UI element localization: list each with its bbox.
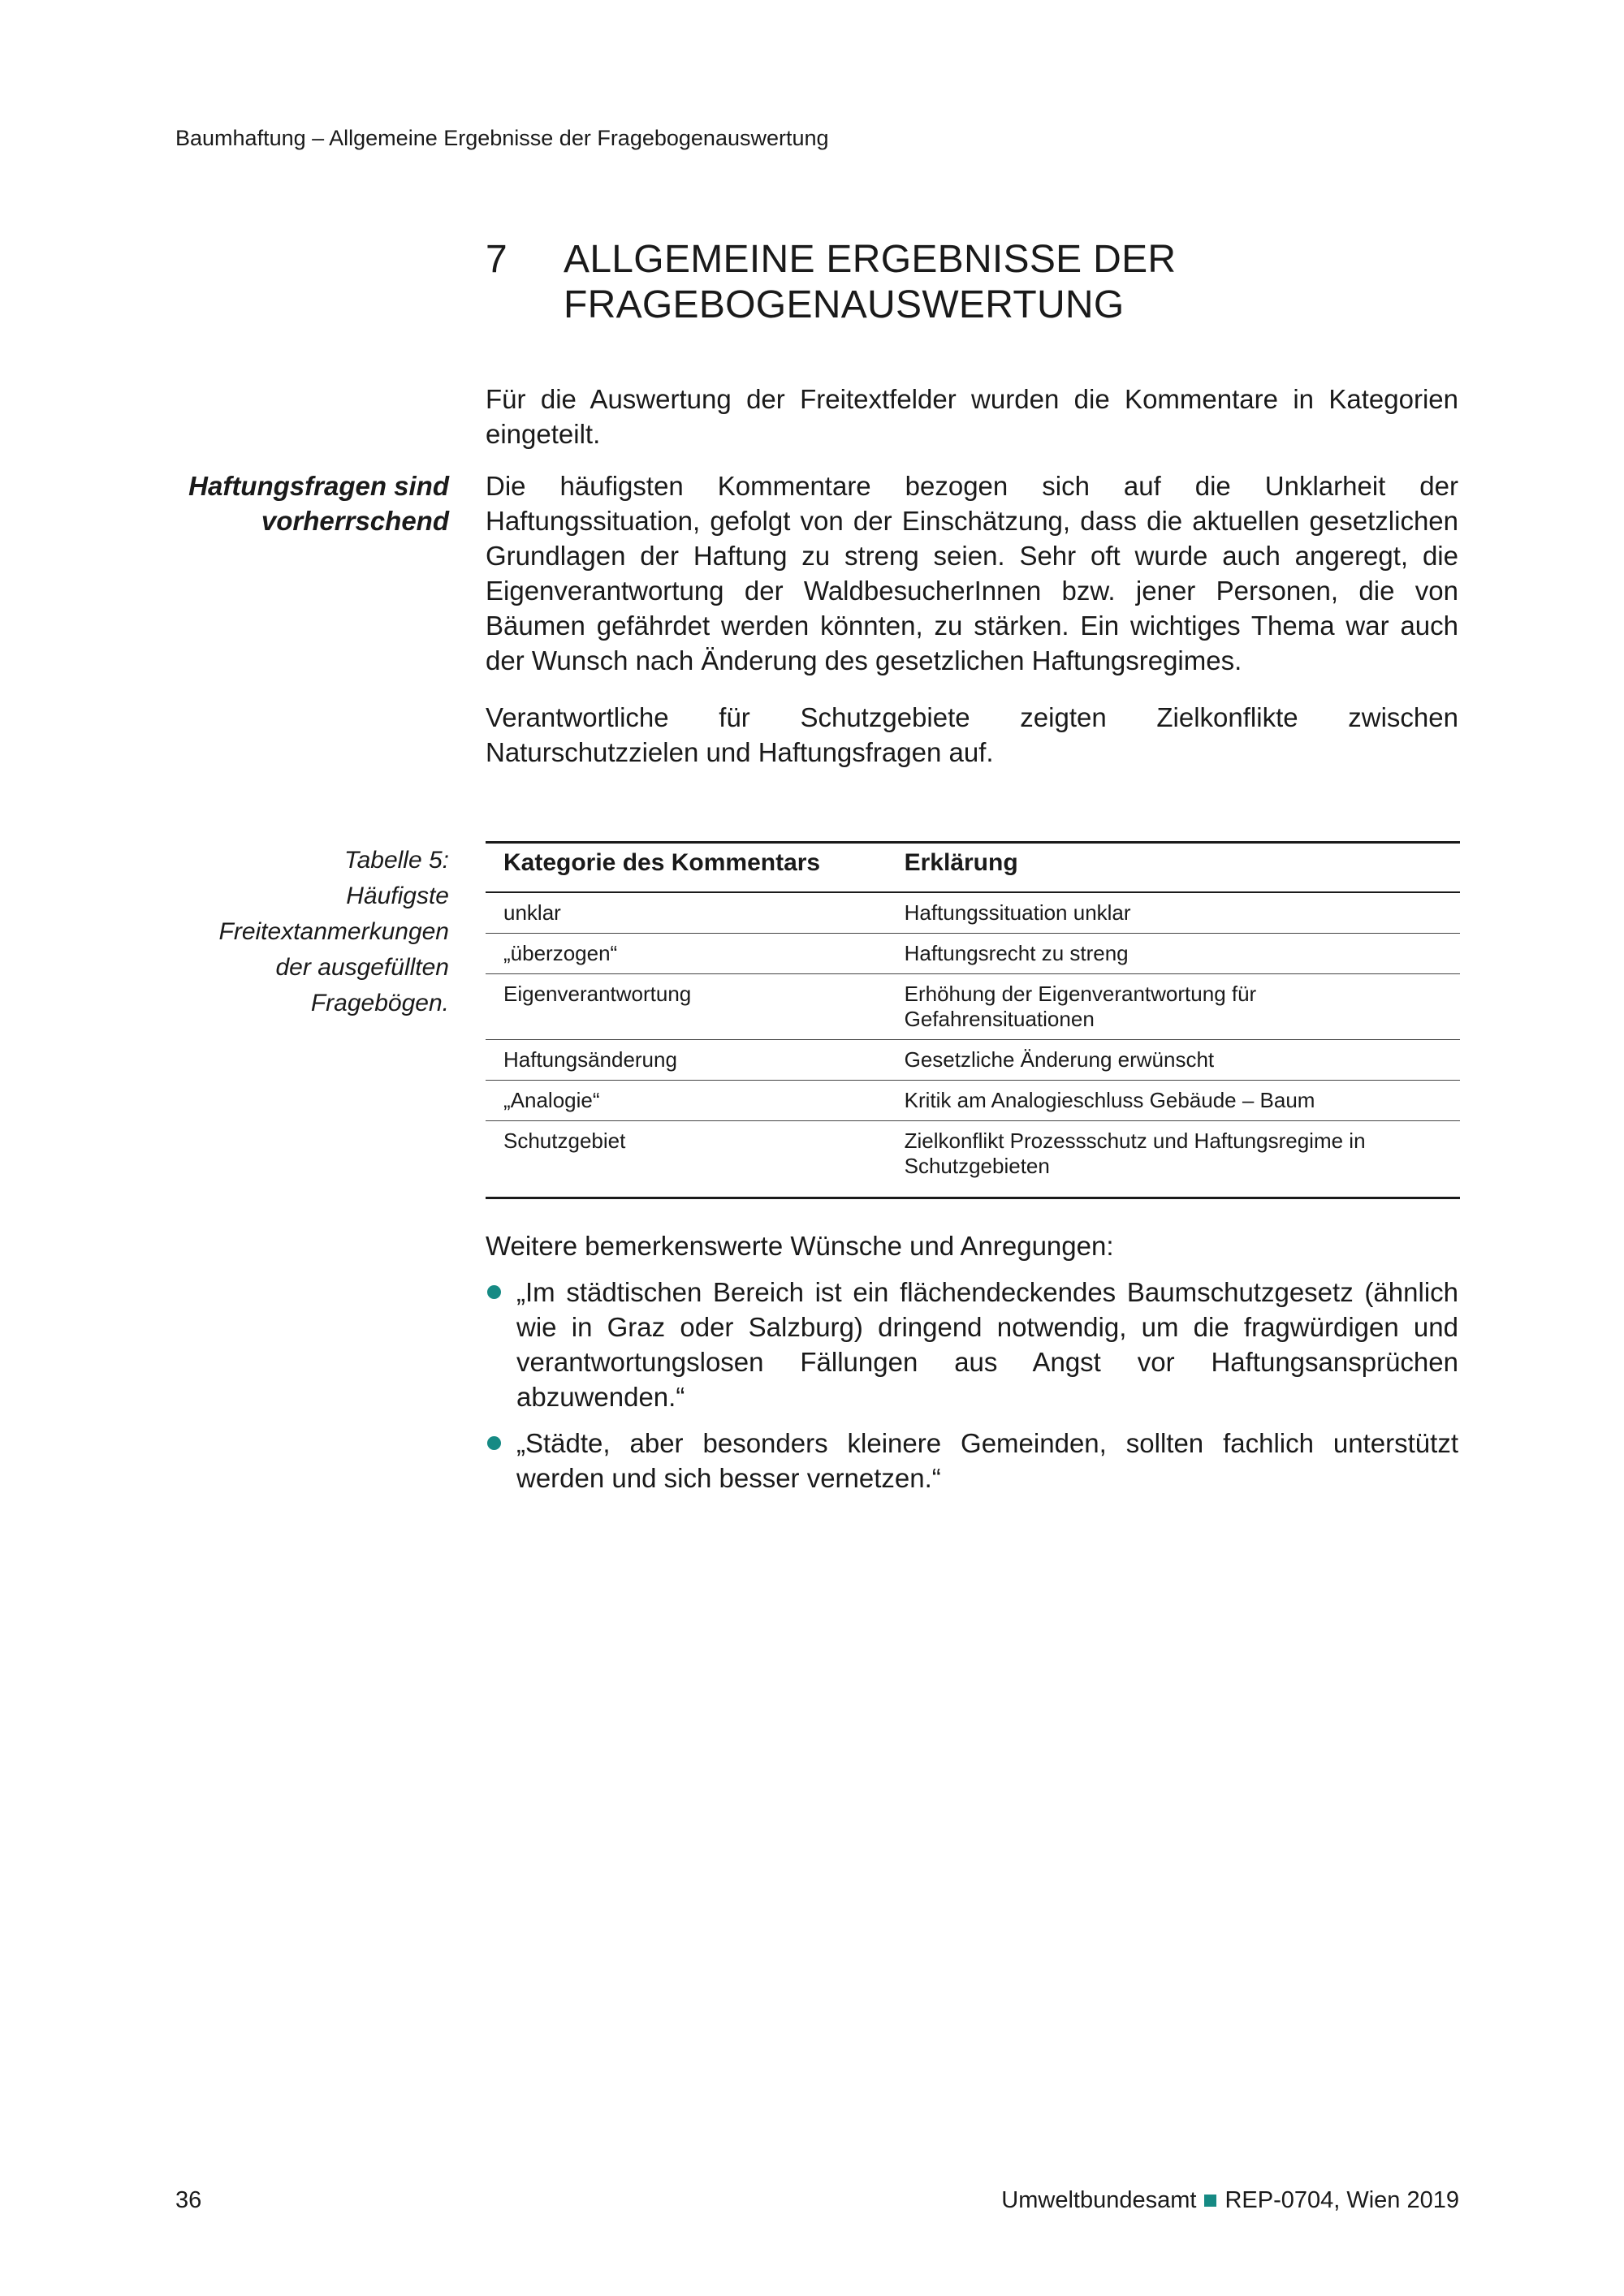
publisher-name: Umweltbundesamt: [1001, 2187, 1197, 2213]
table-cell-category: Eigenverantwortung: [486, 974, 887, 1040]
page-number: 36: [175, 2187, 202, 2213]
chapter-title-line-1: ALLGEMEINE ERGEBNISSE DER: [564, 238, 1177, 281]
table-row: [486, 892, 1460, 934]
bullet-icon: [487, 1436, 501, 1450]
list-item-text: „Städte, aber besonders kleinere Gemeinden, sollten fachlich unterstützt werden und sich besser vernetzen.“: [516, 1428, 1458, 1493]
table-header-row: [486, 843, 1460, 893]
suggestions-list: [486, 1275, 1458, 1507]
list-item: [486, 1275, 1458, 1414]
column-header-category: Kategorie des Kommentars: [486, 843, 887, 893]
margin-note: [124, 468, 449, 538]
table-caption: [124, 843, 449, 1021]
table-caption-line-5: Fragebögen.: [310, 990, 449, 1016]
table-caption-line-4: der ausgefüllten: [275, 954, 449, 981]
running-header: Baumhaftung – Allgemeine Ergebnisse der Fragebogenauswertung: [175, 126, 829, 150]
chapter-title-line-2: FRAGEBOGENAUSWERTUNG: [564, 283, 1125, 326]
paragraph-protected-areas: Verantwortliche für Schutzgebiete zeigten Zielkonflikte zwischen Naturschutzzielen und Haftungsfragen auf.: [486, 702, 1458, 767]
table-cell-explanation: Haftungssituation unklar: [887, 892, 1460, 934]
table-cell-category: Haftungsänderung: [486, 1040, 887, 1081]
table-cell-explanation: Erhöhung der Eigenverantwortung für Gefahrensituationen: [887, 974, 1460, 1040]
list-intro: Weitere bemerkenswerte Wünsche und Anregungen:: [486, 1231, 1114, 1261]
footer-publisher: [1001, 2187, 1459, 2214]
margin-note-line-2: vorherrschend: [261, 506, 449, 536]
table-caption-line-2: Häufigste: [346, 883, 449, 909]
column-header-explanation: Erklärung: [887, 843, 1460, 893]
table-caption-line-1: Tabelle 5:: [344, 847, 449, 874]
table-row: [486, 974, 1460, 1040]
paragraph-intro: Für die Auswertung der Freitextfelder wurden die Kommentare in Kategorien eingeteilt.: [486, 384, 1458, 449]
comments-table: [486, 841, 1460, 1199]
table-row: [486, 1121, 1460, 1198]
table-cell-explanation: Gesetzliche Änderung erwünscht: [887, 1040, 1460, 1081]
report-id: REP-0704, Wien 2019: [1224, 2187, 1459, 2213]
table-cell-explanation: Kritik am Analogieschluss Gebäude – Baum: [887, 1081, 1460, 1121]
table-cell-category: „überzogen“: [486, 934, 887, 974]
table-row: [486, 1081, 1460, 1121]
table-cell-category: „Analogie“: [486, 1081, 887, 1121]
table-row: [486, 1040, 1460, 1081]
paragraph-findings: Die häufigsten Kommentare bezogen sich auf die Unklarheit der Haftungssituation, gefolgt von der Einschätzung, dass die aktuellen gesetzlichen Grundlagen der Haftung zu streng seien. Sehr oft wurde auch angeregt, die Eigenverantwortung der WaldbesucherInnen bzw. jener Personen, die von Bäumen gefährdet werden könnten, zu stärken. Ein wichtiges Thema war auch der Wunsch nach Änderung des gesetzlichen Haftungsregimes.: [486, 471, 1458, 675]
list-item: [486, 1426, 1458, 1495]
square-icon: [1204, 2195, 1216, 2207]
list-item-text: „Im städtischen Bereich ist ein flächendeckendes Baumschutzgesetz (ähnlich wie in Graz oder Salzburg) dringend notwendig, um die fragwürdigen und verantwortungslosen Fällungen aus Angst vor Haftungsansprüchen abzuwenden.“: [516, 1277, 1458, 1412]
margin-note-line-1: Haftungsfragen sind: [188, 471, 449, 501]
table-cell-category: unklar: [486, 892, 887, 934]
chapter-number: 7: [486, 238, 508, 281]
table-row: [486, 934, 1460, 974]
table-cell-explanation: Haftungsrecht zu streng: [887, 934, 1460, 974]
table-cell-category: Schutzgebiet: [486, 1121, 887, 1198]
table-cell-explanation: Zielkonflikt Prozessschutz und Haftungsregime in Schutzgebieten: [887, 1121, 1460, 1198]
chapter-title: [564, 237, 1376, 328]
table-caption-line-3: Freitextanmerkungen: [218, 918, 449, 945]
bullet-icon: [487, 1285, 501, 1299]
